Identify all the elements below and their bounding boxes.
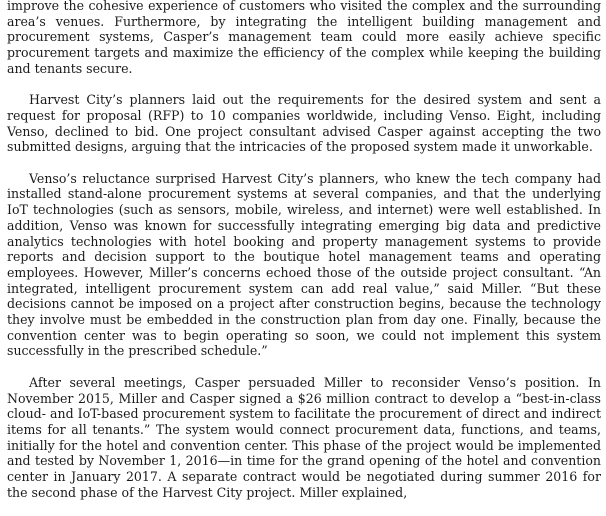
document-page: [7, 0, 601, 516]
paragraph-venso-reluctance: Venso’s reluctance surprised Harvest City’s planners, who knew the tech company had installed stand-alone procurement systems at several companies, and that the underlying IoT technologies (such as sensors, mobile, wireless, and internet) were well established. In addition, Venso was known for successfully integrating emerging big data and predictive analytics technologies with hotel booking and property management systems to provide reports and decision support to the boutique hotel management teams and operating employees. However, Miller’s concerns echoed those of the outside project consultant. “An integrated, intelligent procurement system can add real value,” said Miller. “But these decisions cannot be imposed on a project after construction begins, because the technology they involve must be embedded in the construction plan from day one. Finally, because the convention center was to begin operating so soon, we could not implement this system successfully in the prescribed schedule.”: [7, 170, 601, 359]
paragraph-rfp: Harvest City’s planners laid out the requirements for the desired system and sent a request for proposal (RFP) to 10 companies worldwide, including Venso. Eight, including Venso, declined to bid. One project consultant advised Casper against accepting the two submitted designs, arguing that the intricacies of the proposed system made it unworkable.: [7, 92, 601, 155]
paragraph-continuation: improve the cohesive experience of customers who visited the complex and the surrounding area’s venues. Furthermore, by integrating the intelligent building management and procurement systems, Casper’s management team could more easily achieve specific procurement targets and maximize the efficiency of the complex while keeping the building and tenants secure.: [7, 0, 601, 76]
paragraph-contract: After several meetings, Casper persuaded Miller to reconsider Venso’s position. In November 2015, Miller and Casper signed a $26 million contract to develop a “best-in-class cloud- and IoT-based procurement system to facilitate the procurement of direct and indirect items for all tenants.” The system would connect procurement data, functions, and teams, initially for the hotel and convention center. This phase of the project would be implemented and tested by November 1, 2016—in time for the grand opening of the hotel and convention center in January 2017. A separate contract would be negotiated during summer 2016 for the second phase of the Harvest City project. Miller explained,: [7, 374, 601, 500]
